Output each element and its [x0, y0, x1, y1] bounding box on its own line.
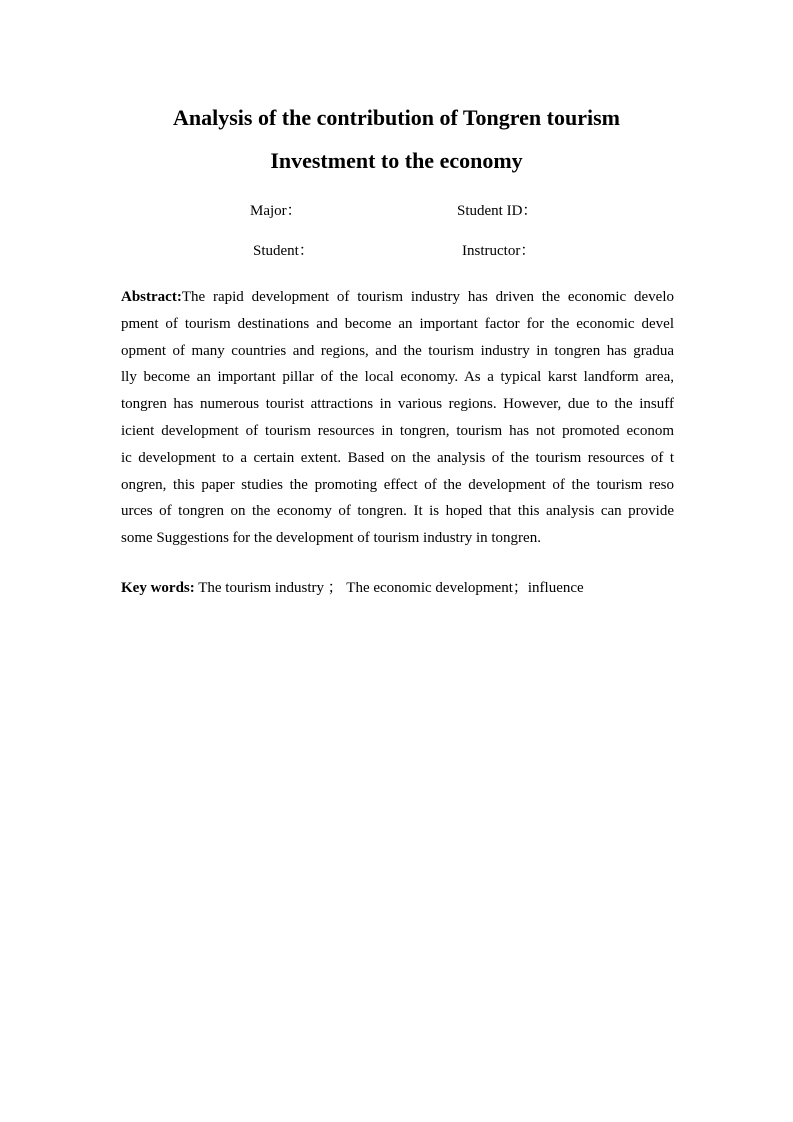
abstract-line: icient development of tourism resources in tongren, tourism has not promoted econom: [121, 422, 674, 439]
keywords-label: Key words:: [121, 580, 195, 596]
abstract-line: [121, 284, 674, 311]
major-label: Major：: [250, 203, 302, 219]
abstract-line: ic development to a certain extent. Based on the analysis of the tourism resources of t: [121, 449, 674, 466]
abstract-line: some Suggestions for the development of tourism industry in tongren.: [121, 530, 541, 547]
keywords-section: [121, 578, 584, 598]
student-id-label: Student ID：: [457, 203, 538, 219]
paper-title-line-2: Investment to the economy: [270, 148, 523, 173]
abstract-line: urces of tongren on the economy of tongren. It is hoped that this analysis can provide: [121, 503, 674, 520]
abstract-line: lly become an important pillar of the local economy. As a typical karst landform area,: [121, 369, 674, 386]
keywords-text: The tourism industry ； The economic development；influence: [194, 580, 584, 596]
abstract-section: [121, 284, 674, 552]
abstract-line: ongren, this paper studies the promoting effect of the development of the tourism reso: [121, 476, 674, 493]
student-label: Student：: [253, 243, 314, 259]
abstract-line: pment of tourism destinations and become an important factor for the economic devel: [121, 315, 674, 332]
instructor-label: Instructor：: [462, 243, 536, 259]
abstract-label: Abstract:: [121, 289, 182, 305]
abstract-text: The rapid development of tourism industry has driven the economic develo: [181, 289, 674, 305]
abstract-line: opment of many countries and regions, and the tourism industry in tongren has gradua: [121, 342, 674, 359]
abstract-line: tongren has numerous tourist attractions in various regions. However, due to the insuff: [121, 396, 674, 413]
paper-title-line-1: Analysis of the contribution of Tongren tourism: [173, 105, 620, 130]
